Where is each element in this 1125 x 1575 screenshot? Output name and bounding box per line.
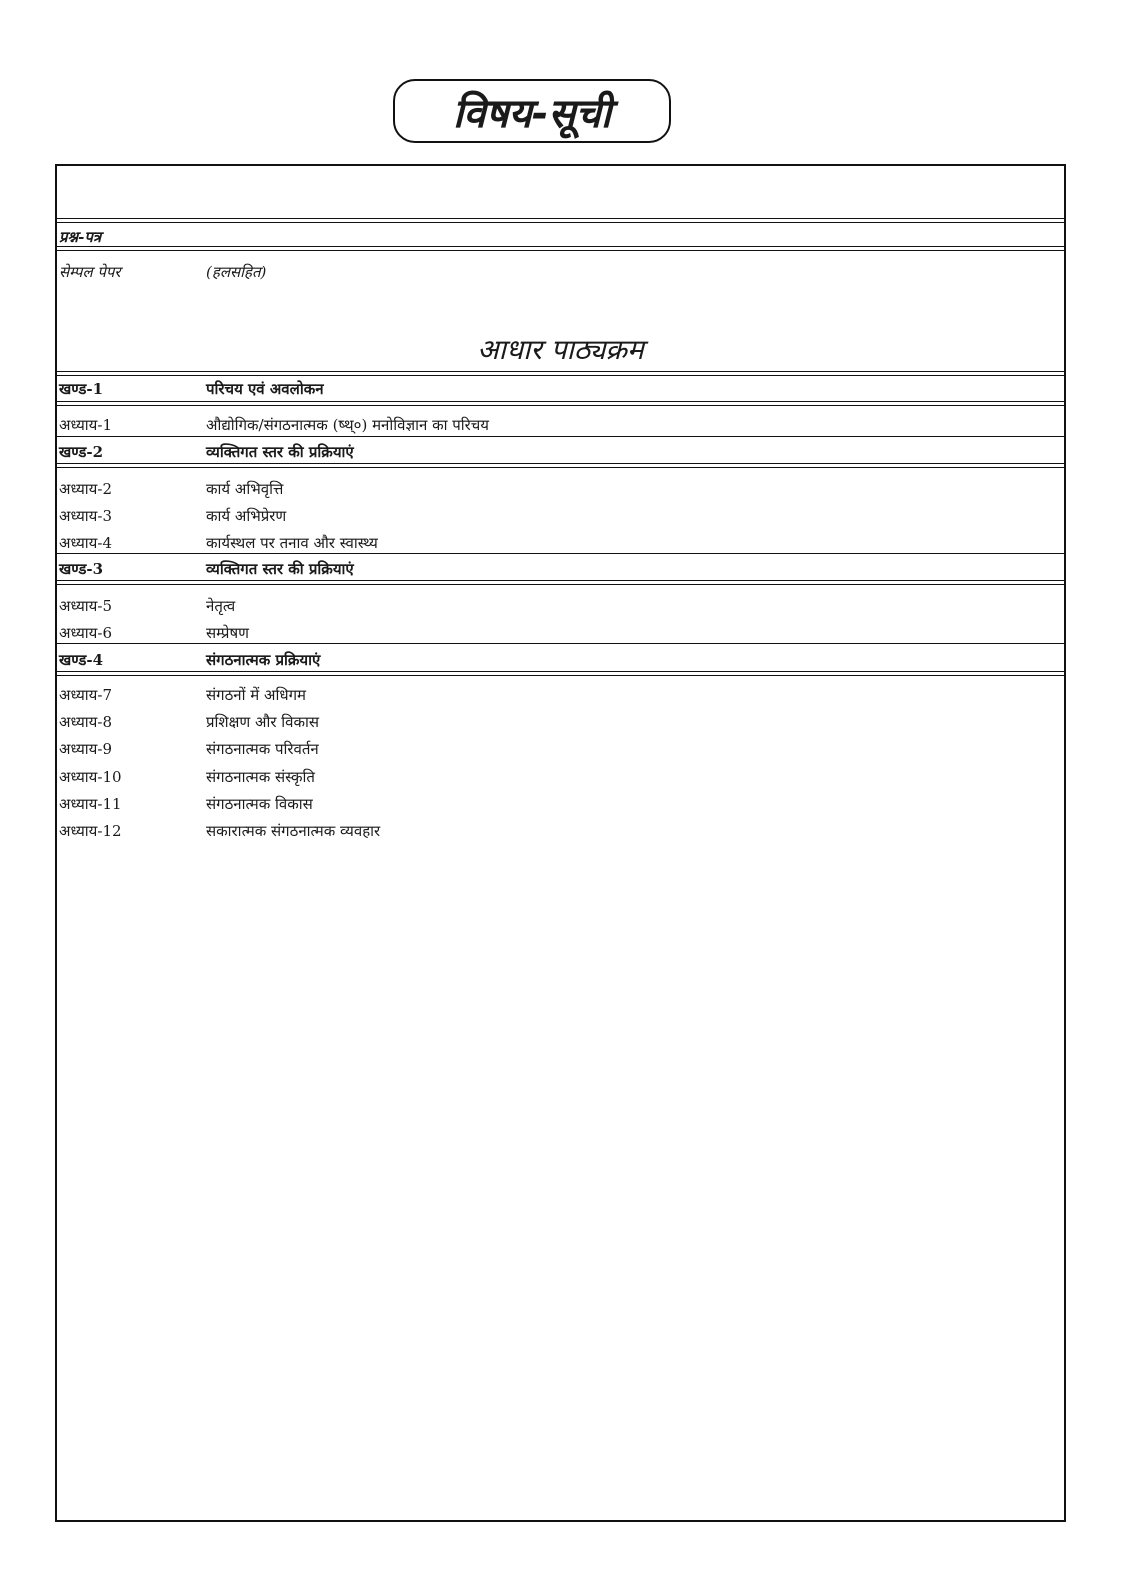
chapter-label: अध्याय-6 bbox=[59, 624, 112, 642]
divider bbox=[57, 250, 1064, 251]
chapter-title: औद्योगिक/संगठनात्मक (ष्थ्०) मनोविज्ञान का परिचय bbox=[206, 416, 490, 434]
chapter-label: अध्याय-2 bbox=[59, 480, 112, 498]
chapter-title: संगठनों में अधिगम bbox=[206, 686, 307, 704]
divider bbox=[57, 246, 1064, 247]
chapter-title: नेतृत्व bbox=[206, 597, 236, 615]
chapter-title: कार्य अभिवृत्ति bbox=[206, 480, 284, 498]
divider bbox=[57, 553, 1064, 554]
divider bbox=[57, 401, 1064, 402]
divider bbox=[57, 580, 1064, 581]
title-box bbox=[393, 79, 671, 143]
sample-paper-text: (हलसहित) bbox=[206, 263, 267, 281]
chapter-title: संगठनात्मक संस्कृति bbox=[206, 768, 315, 786]
chapter-row bbox=[57, 767, 1064, 791]
divider bbox=[57, 671, 1064, 672]
divider bbox=[57, 584, 1064, 585]
syllabus-heading: आधार पाठ्यक्रम bbox=[477, 333, 644, 366]
block-label: खण्ड-1 bbox=[59, 380, 104, 398]
divider bbox=[57, 405, 1064, 406]
sample-paper-row bbox=[57, 262, 1064, 286]
chapter-row bbox=[57, 479, 1064, 503]
chapter-title: प्रशिक्षण और विकास bbox=[206, 713, 320, 731]
chapter-title: सम्प्रेषण bbox=[206, 624, 249, 642]
chapter-title: संगठनात्मक परिवर्तन bbox=[206, 740, 319, 758]
contents-frame bbox=[55, 164, 1066, 1522]
page-title: विषय-सूची bbox=[452, 90, 612, 137]
chapter-label: अध्याय-5 bbox=[59, 597, 112, 615]
chapter-label: अध्याय-4 bbox=[59, 534, 112, 552]
divider bbox=[57, 218, 1064, 219]
divider bbox=[57, 467, 1064, 468]
block-label: खण्ड-2 bbox=[59, 443, 104, 461]
chapter-title: सकारात्मक संगठनात्मक व्यवहार bbox=[206, 822, 381, 840]
block-label: खण्ड-3 bbox=[59, 560, 104, 578]
divider bbox=[57, 375, 1064, 376]
divider bbox=[57, 222, 1064, 223]
divider bbox=[57, 436, 1064, 437]
block-title: व्यक्तिगत स्तर की प्रक्रियाएं bbox=[206, 560, 354, 578]
divider bbox=[57, 675, 1064, 676]
chapter-row bbox=[57, 739, 1064, 763]
divider bbox=[57, 643, 1064, 644]
paper-section-label: प्रश्न-पत्र bbox=[59, 228, 102, 246]
chapter-label: अध्याय-7 bbox=[59, 686, 112, 704]
chapter-title: कार्य अभिप्रेरण bbox=[206, 507, 287, 525]
chapter-row bbox=[57, 712, 1064, 736]
block-title: व्यक्तिगत स्तर की प्रक्रियाएं bbox=[206, 443, 354, 461]
chapter-row bbox=[57, 821, 1064, 845]
chapter-row bbox=[57, 685, 1064, 709]
divider bbox=[57, 371, 1064, 372]
chapter-row bbox=[57, 596, 1064, 620]
block-row-1 bbox=[57, 379, 1064, 403]
sample-paper-label: सेम्पल पेपर bbox=[59, 263, 121, 281]
chapter-label: अध्याय-8 bbox=[59, 713, 112, 731]
chapter-label: अध्याय-12 bbox=[59, 822, 122, 840]
chapter-label: अध्याय-10 bbox=[59, 768, 122, 786]
chapter-row bbox=[57, 506, 1064, 530]
paper-section-row bbox=[57, 227, 1064, 251]
divider bbox=[57, 463, 1064, 464]
chapter-title: संगठनात्मक विकास bbox=[206, 795, 313, 813]
chapter-label: अध्याय-9 bbox=[59, 740, 112, 758]
block-label: खण्ड-4 bbox=[59, 651, 104, 669]
block-title: संगठनात्मक प्रक्रियाएं bbox=[206, 651, 321, 669]
chapter-label: अध्याय-11 bbox=[59, 795, 122, 813]
chapter-label: अध्याय-3 bbox=[59, 507, 112, 525]
chapter-title: कार्यस्थल पर तनाव और स्वास्थ्य bbox=[206, 534, 378, 552]
chapter-row bbox=[57, 794, 1064, 818]
chapter-label: अध्याय-1 bbox=[59, 416, 112, 434]
block-title: परिचय एवं अवलोकन bbox=[206, 380, 324, 398]
